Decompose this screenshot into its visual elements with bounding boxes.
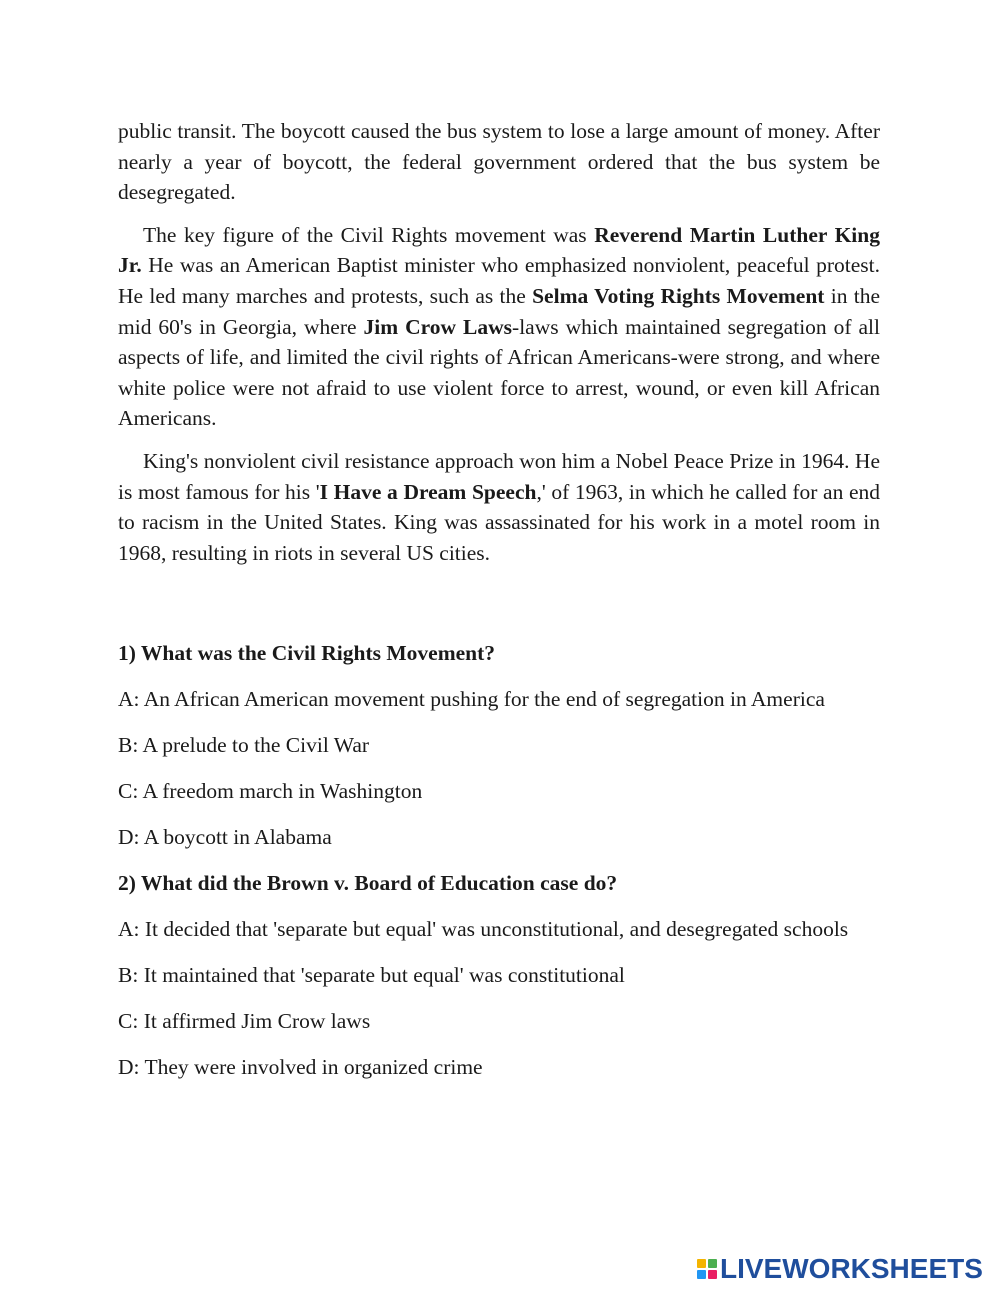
logo-block [708, 1259, 717, 1268]
answer-option[interactable]: B: A prelude to the Civil War [118, 733, 370, 758]
bold-term-selma: Selma Voting Rights Movement [532, 283, 825, 308]
question-block-2 [118, 868, 880, 1082]
paragraph-text: ,' of 1963, in which he called for an end to racism in the United States. King was assassinated for his work in a motel room in 1968, resulting in riots in several US cities. [118, 479, 880, 565]
logo-block [697, 1270, 706, 1279]
section-spacer [118, 580, 880, 638]
bold-term-jim-crow: Jim Crow Laws [363, 314, 513, 339]
paragraph-bus-boycott: public transit. The boycott caused the bus system to lose a large amount of money. After nearly a year of boycott, the federal government ordered that the bus system be desegregated. [118, 119, 880, 205]
logo-block [708, 1270, 717, 1279]
paragraph-text: He was an American Baptist minister who emphasized nonviolent, peaceful protest. He led many marches and protests, such as the [118, 253, 880, 308]
answer-option[interactable]: A: It decided that 'separate but equal' was unconstitutional, and desegregated schools [118, 917, 849, 942]
question-block-1 [118, 638, 880, 852]
paragraph-text: The key figure of the Civil Rights movement was [143, 222, 595, 247]
answer-option[interactable]: C: A freedom march in Washington [118, 779, 423, 804]
paragraph-text: in the mid 60's in Georgia, where [118, 283, 880, 339]
answer-option[interactable]: C: It affirmed Jim Crow laws [118, 1009, 371, 1034]
answer-option[interactable]: D: They were involved in organized crime [118, 1055, 483, 1080]
worksheet-page [118, 116, 880, 1098]
question-title: 1) What was the Civil Rights Movement? [118, 641, 496, 666]
bold-term-mlk: Reverend Martin Luther King Jr. [118, 222, 880, 278]
logo-text: LIVEWORKSHEETS [720, 1253, 983, 1284]
logo-block [697, 1259, 706, 1268]
bold-term-dream-speech: I Have a Dream Speech [319, 479, 537, 504]
answer-option[interactable]: A: An African American movement pushing for the end of segregation in America [118, 687, 825, 712]
liveworksheets-logo[interactable] [697, 1254, 983, 1284]
question-title: 2) What did the Brown v. Board of Education case do? [118, 871, 618, 896]
liveworksheets-logo-icon [697, 1259, 717, 1279]
paragraph-text: King's nonviolent civil resistance approach won him a Nobel Peace Prize in 1964. He is most famous for his ' [118, 448, 880, 504]
paragraph-text: -laws which maintained segregation of all aspects of life, and limited the civil rights of African Americans-were strong, and where white police were not afraid to use violent force to arrest, wound, or even kill African Americans. [118, 314, 881, 431]
paragraph-king-legacy [118, 446, 880, 568]
answer-option[interactable]: B: It maintained that 'separate but equal' was constitutional [118, 963, 625, 988]
paragraph-mlk [118, 220, 880, 434]
answer-option[interactable]: D: A boycott in Alabama [118, 825, 332, 850]
